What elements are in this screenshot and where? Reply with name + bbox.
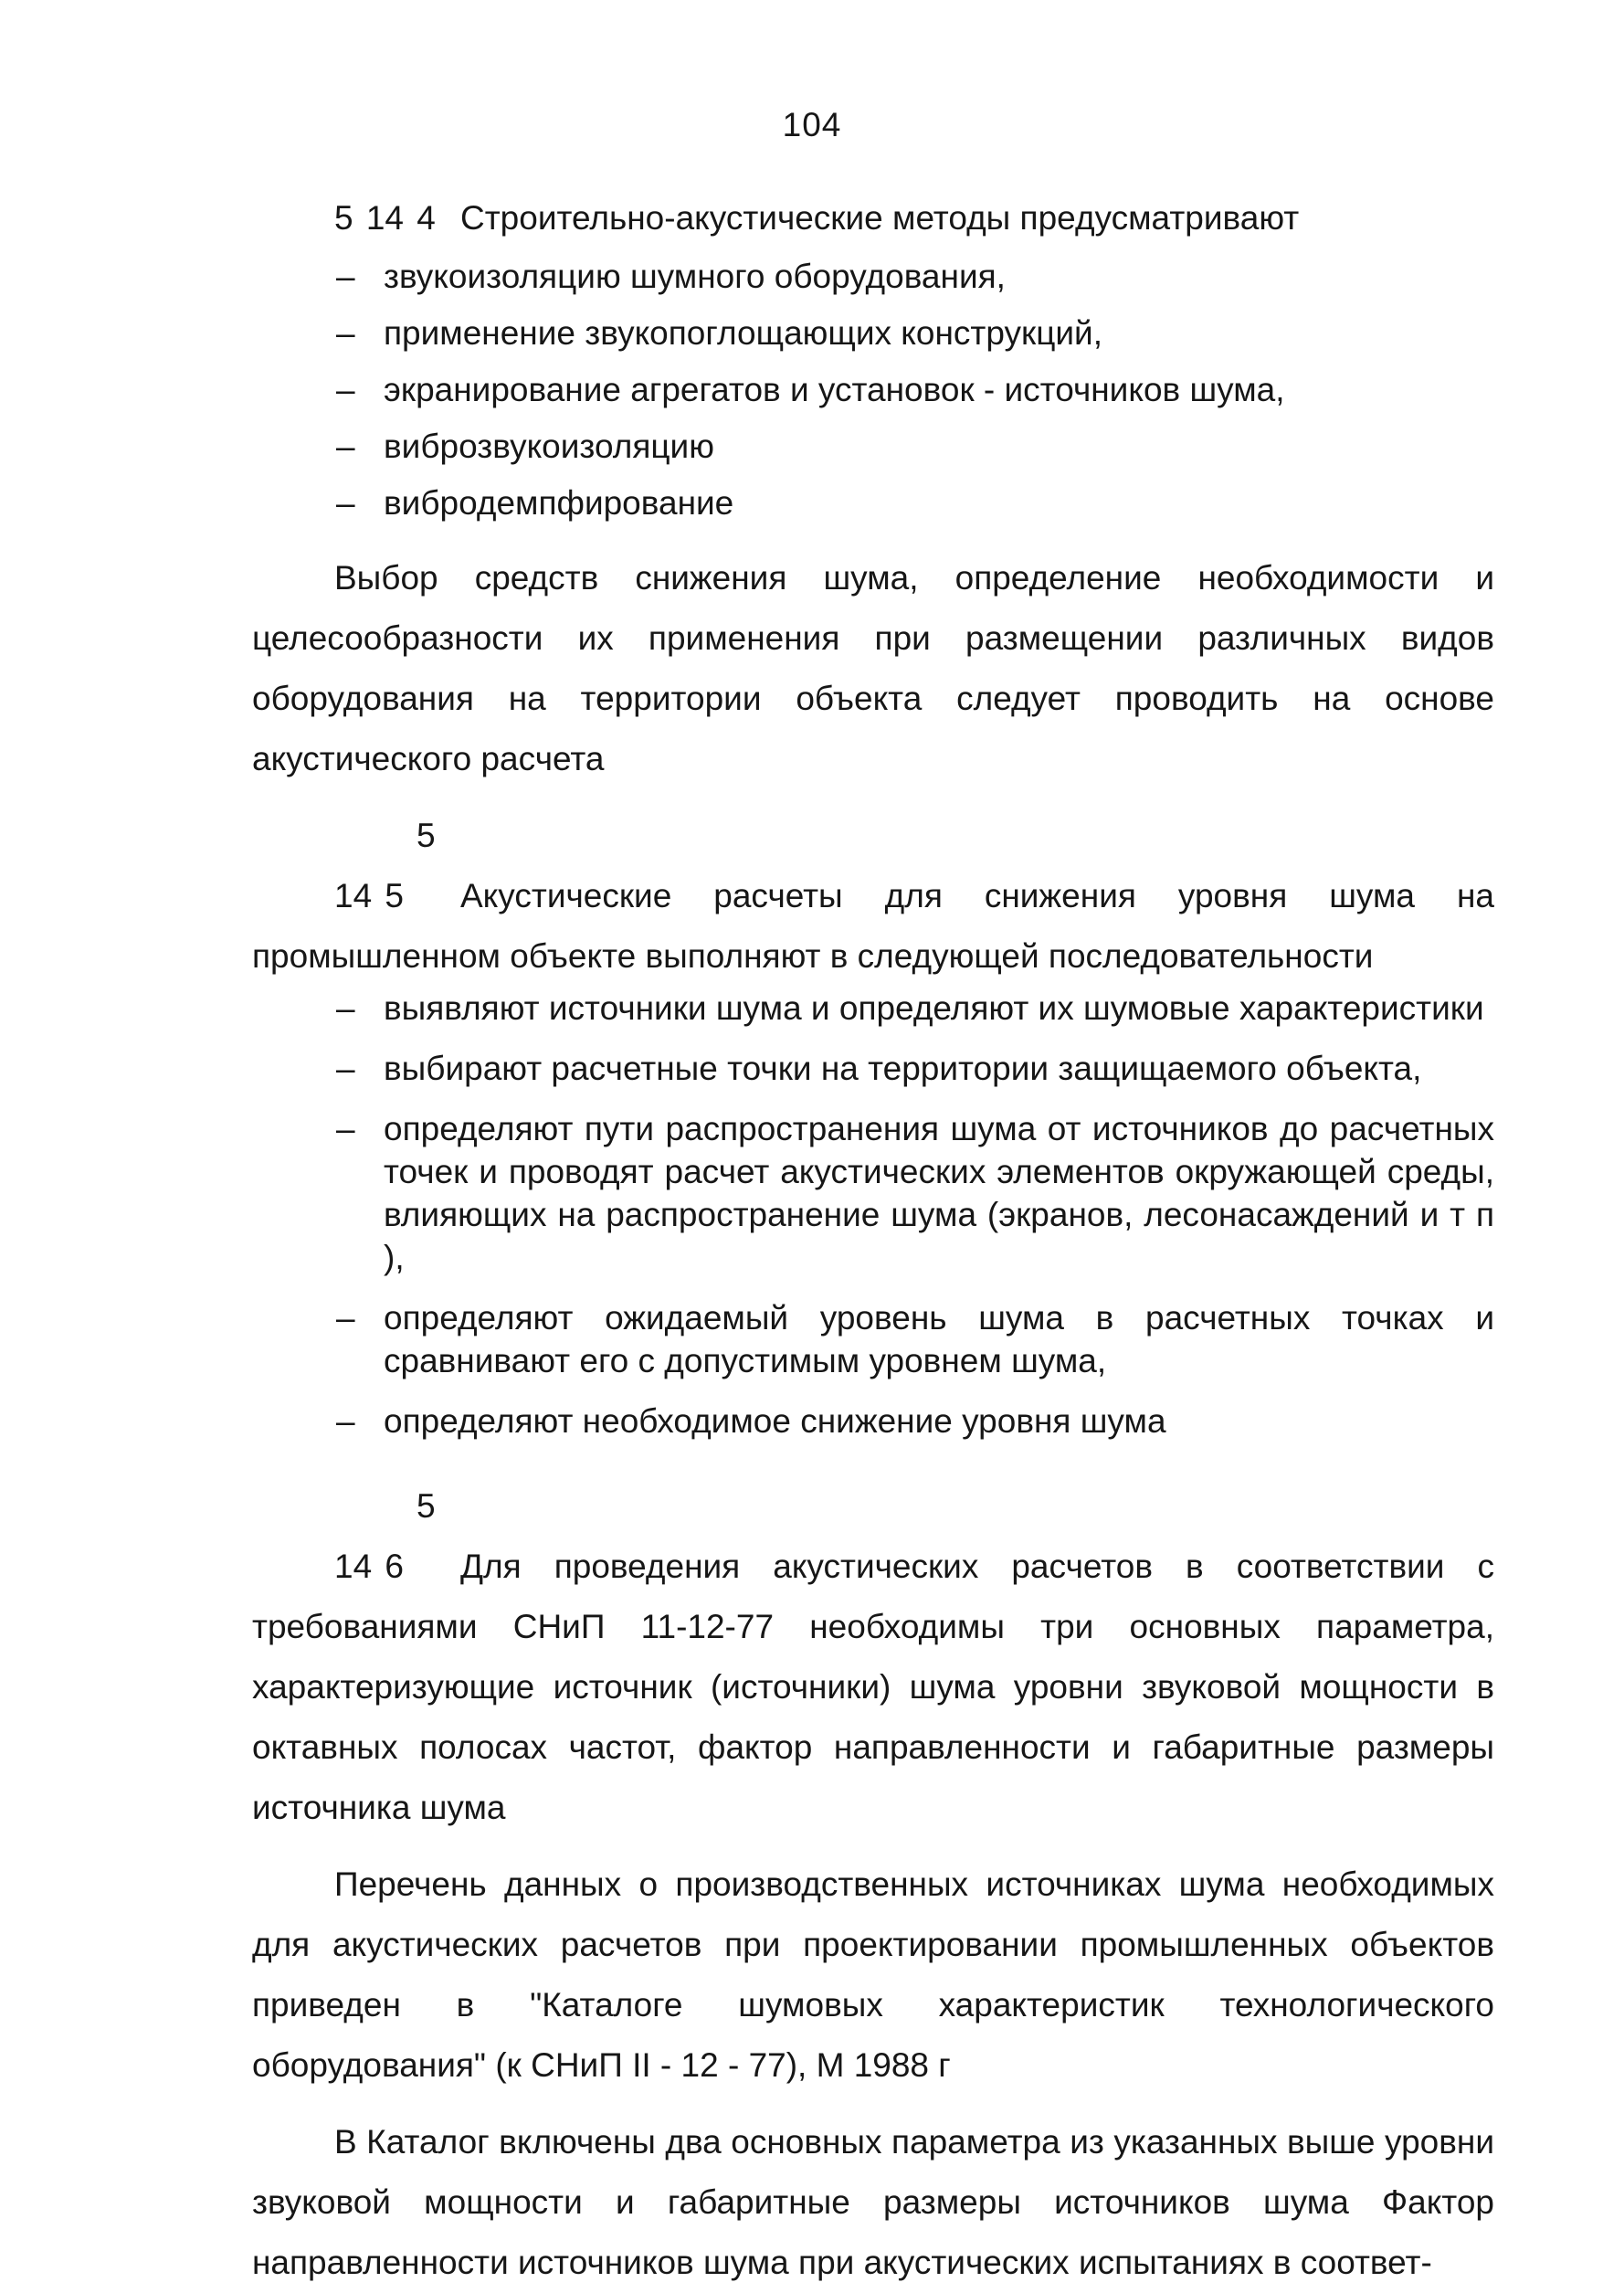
list-item: – звукоизоляцию шумного оборудования, (252, 248, 1494, 305)
dash-bullet: – (336, 484, 355, 522)
dash-bullet: – (336, 428, 355, 465)
section-text: Акустические расчеты для снижения уровня шума на промышленном объекте выполняют в следующей последовательности (252, 877, 1494, 975)
section-number: 5 14 4 (334, 199, 436, 237)
section-number: 5 14 5 (334, 817, 436, 914)
list-item: – выявляют источники шума и определяют их шумовые характеристики (252, 987, 1494, 1030)
methods-list (252, 248, 1494, 532)
paragraph-included: В Каталог включены два основных параметра из указанных выше уровни звуковой мощности и габаритные размеры источников шума Фактор направленности источников шума при акустических испытаниях в соответ- (252, 2123, 1494, 2281)
paragraph-catalog: Перечень данных о производственных источниках шума необходимых для акустических расчетов при проектировании промышленных объектов приведен в "Каталоге шумовых характеристик технологического оборудования" (к СНиП II - 12 - 77), М 1988 г (252, 1865, 1494, 2084)
dash-bullet: – (336, 258, 355, 295)
list-item: – применение звукопоглощающих конструкций, (252, 305, 1494, 362)
section-text: Для проведения акустических расчетов в соответствии с требованиями СНиП 11-12-77 необходимы три основных параметра, характеризующие источник (источники) шума уровни звуковой мощности в октавных полосах частот, фактор направленности и габаритные размеры источника шума (252, 1548, 1494, 1826)
dash-bullet: – (336, 989, 355, 1027)
list-item: – виброзвукоизоляцию (252, 418, 1494, 475)
paragraph-selection: Выбор средств снижения шума, определение необходимости и целесообразности их применения при размещении различных видов оборудования на территории объекта следует проводить на основе акустического расчета (252, 559, 1494, 777)
section-5-14-5 (252, 806, 1494, 987)
dash-bullet: – (336, 1402, 355, 1440)
dash-bullet: – (336, 1299, 355, 1337)
list-item: – выбирают расчетные точки на территории защищаемого объекта, (252, 1047, 1494, 1090)
list-item: – вибродемпфирование (252, 475, 1494, 532)
page-number: 104 (782, 106, 842, 143)
dash-bullet: – (336, 1110, 355, 1147)
section-title: Строительно-акустические методы предусматривают (460, 199, 1300, 237)
list-item: – экранирование агрегатов и установок - источников шума, (252, 362, 1494, 418)
dash-bullet: – (336, 1050, 355, 1087)
list-item: – определяют ожидаемый уровень шума в расчетных точках и сравнивают его с допустимым уровнем шума, (252, 1296, 1494, 1382)
list-item: – определяют пути распространения шума от источников до расчетных точек и проводят расчет акустических элементов окружающей среды, влияющих на распространение шума (экранов, лесонасаждений и т п ), (252, 1107, 1494, 1279)
section-5-14-6 (252, 1476, 1494, 1838)
list-item: – определяют необходимое снижение уровня шума (252, 1400, 1494, 1442)
page-content (252, 188, 1494, 2293)
calculation-steps-list (252, 987, 1494, 1442)
dash-bullet: – (336, 371, 355, 408)
section-number: 5 14 6 (334, 1487, 436, 1585)
section-5-14-4-heading (252, 188, 1494, 248)
dash-bullet: – (336, 314, 355, 352)
